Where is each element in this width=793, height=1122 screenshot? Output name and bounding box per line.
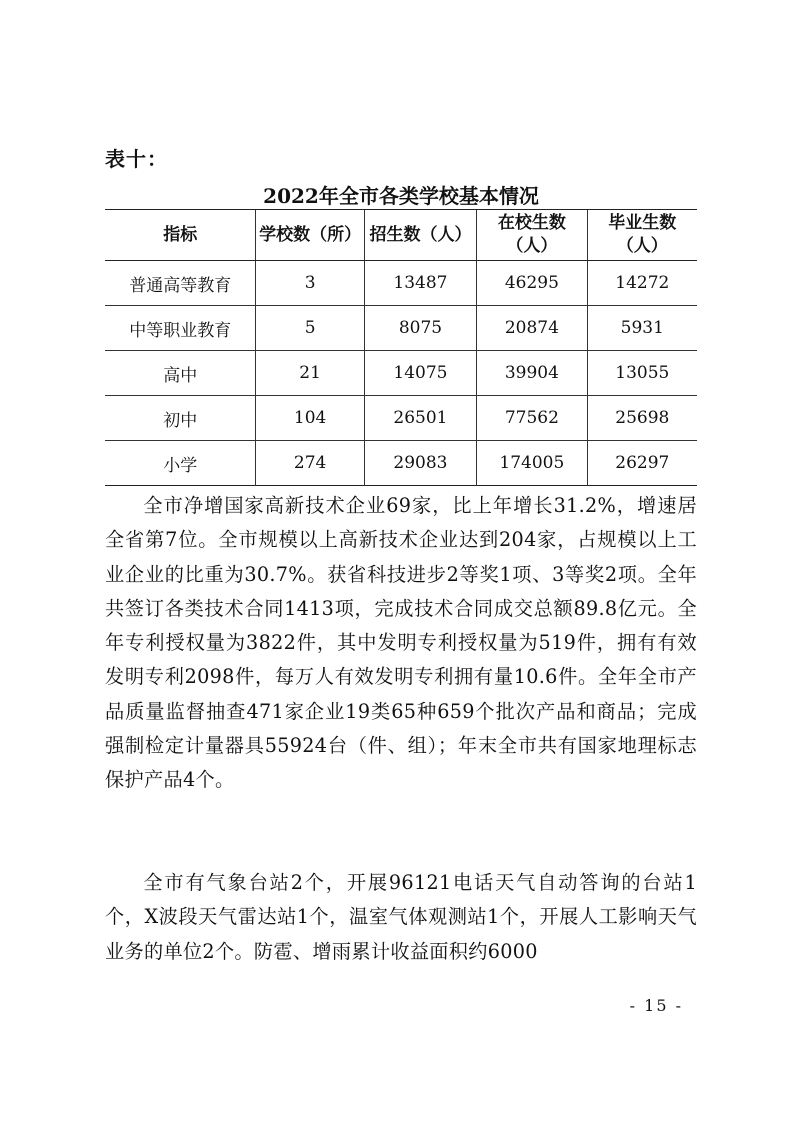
table-row xyxy=(105,306,697,351)
column-header: 招生数（人） xyxy=(364,210,476,261)
table-cell: 13487 xyxy=(364,261,476,306)
table-cell: 13055 xyxy=(587,351,697,396)
table-label: 表十： xyxy=(105,147,168,171)
table-cell: 8075 xyxy=(364,306,476,351)
table-cell: 中等职业教育 xyxy=(129,320,232,341)
table-cell: 39904 xyxy=(477,351,587,396)
column-header: 指标 xyxy=(105,210,256,261)
table-cell: 46295 xyxy=(477,261,587,306)
table-cell: 26501 xyxy=(364,396,476,441)
table-cell: 小学 xyxy=(163,455,198,476)
table-cell: 274 xyxy=(256,441,364,486)
table-cell: 174005 xyxy=(477,441,587,486)
table-cell: 初中 xyxy=(163,410,198,431)
table-cell: 5931 xyxy=(587,306,697,351)
table-title: 2022年全市各类学校基本情况 xyxy=(263,184,539,208)
table-cell: 29083 xyxy=(364,441,476,486)
column-header: 在校生数（人） xyxy=(477,210,587,261)
table-cell: 77562 xyxy=(477,396,587,441)
table-cell: 5 xyxy=(256,306,364,351)
paragraph-tech: 全市净增国家高新技术企业69家，比上年增长31.2%，增速居全省第7位。全市规模以上高新技术企业达到204家，占规模以上工业企业的比重为30.7%。获省科技进步2等奖1项、3等奖2项。全年共签订各类技术合同1413项，完成技术合同成交总额89.8亿元。全年专利授权量为3822件，其中发明专利授权量为519件，拥有有效发明专利2098件，每万人有效发明专利拥有量10.6件。全年全市产品质量监督抽查471家企业19类65种659个批次产品和商品；完成强制检定计量器具55924台（件、组）；年末全市共有国家地理标志保护产品4个。 xyxy=(105,494,697,792)
table-cell: 高中 xyxy=(163,365,198,386)
table-row xyxy=(105,351,697,396)
table-cell: 3 xyxy=(256,261,364,306)
table-cell: 104 xyxy=(256,396,364,441)
column-header: 学校数（所） xyxy=(256,210,364,261)
column-header: 毕业生数（人） xyxy=(587,210,697,261)
table-cell: 14272 xyxy=(587,261,697,306)
page-number: - 15 - xyxy=(629,996,683,1015)
table-cell: 26297 xyxy=(587,441,697,486)
table-row xyxy=(105,441,697,486)
table-cell: 20874 xyxy=(477,306,587,351)
paragraph-weather: 全市有气象台站2个，开展96121电话天气自动答询的台站1个，X波段天气雷达站1个，温室气体观测站1个，开展人工影响天气业务的单位2个。防雹、增雨累计收益面积约6000 xyxy=(105,871,697,963)
table-header-row xyxy=(105,210,697,261)
table-cell: 普通高等教育 xyxy=(129,275,232,296)
schools-table xyxy=(105,209,697,486)
table-row xyxy=(105,396,697,441)
table-cell: 14075 xyxy=(364,351,476,396)
table-cell: 21 xyxy=(256,351,364,396)
table-cell: 25698 xyxy=(587,396,697,441)
table-row xyxy=(105,261,697,306)
